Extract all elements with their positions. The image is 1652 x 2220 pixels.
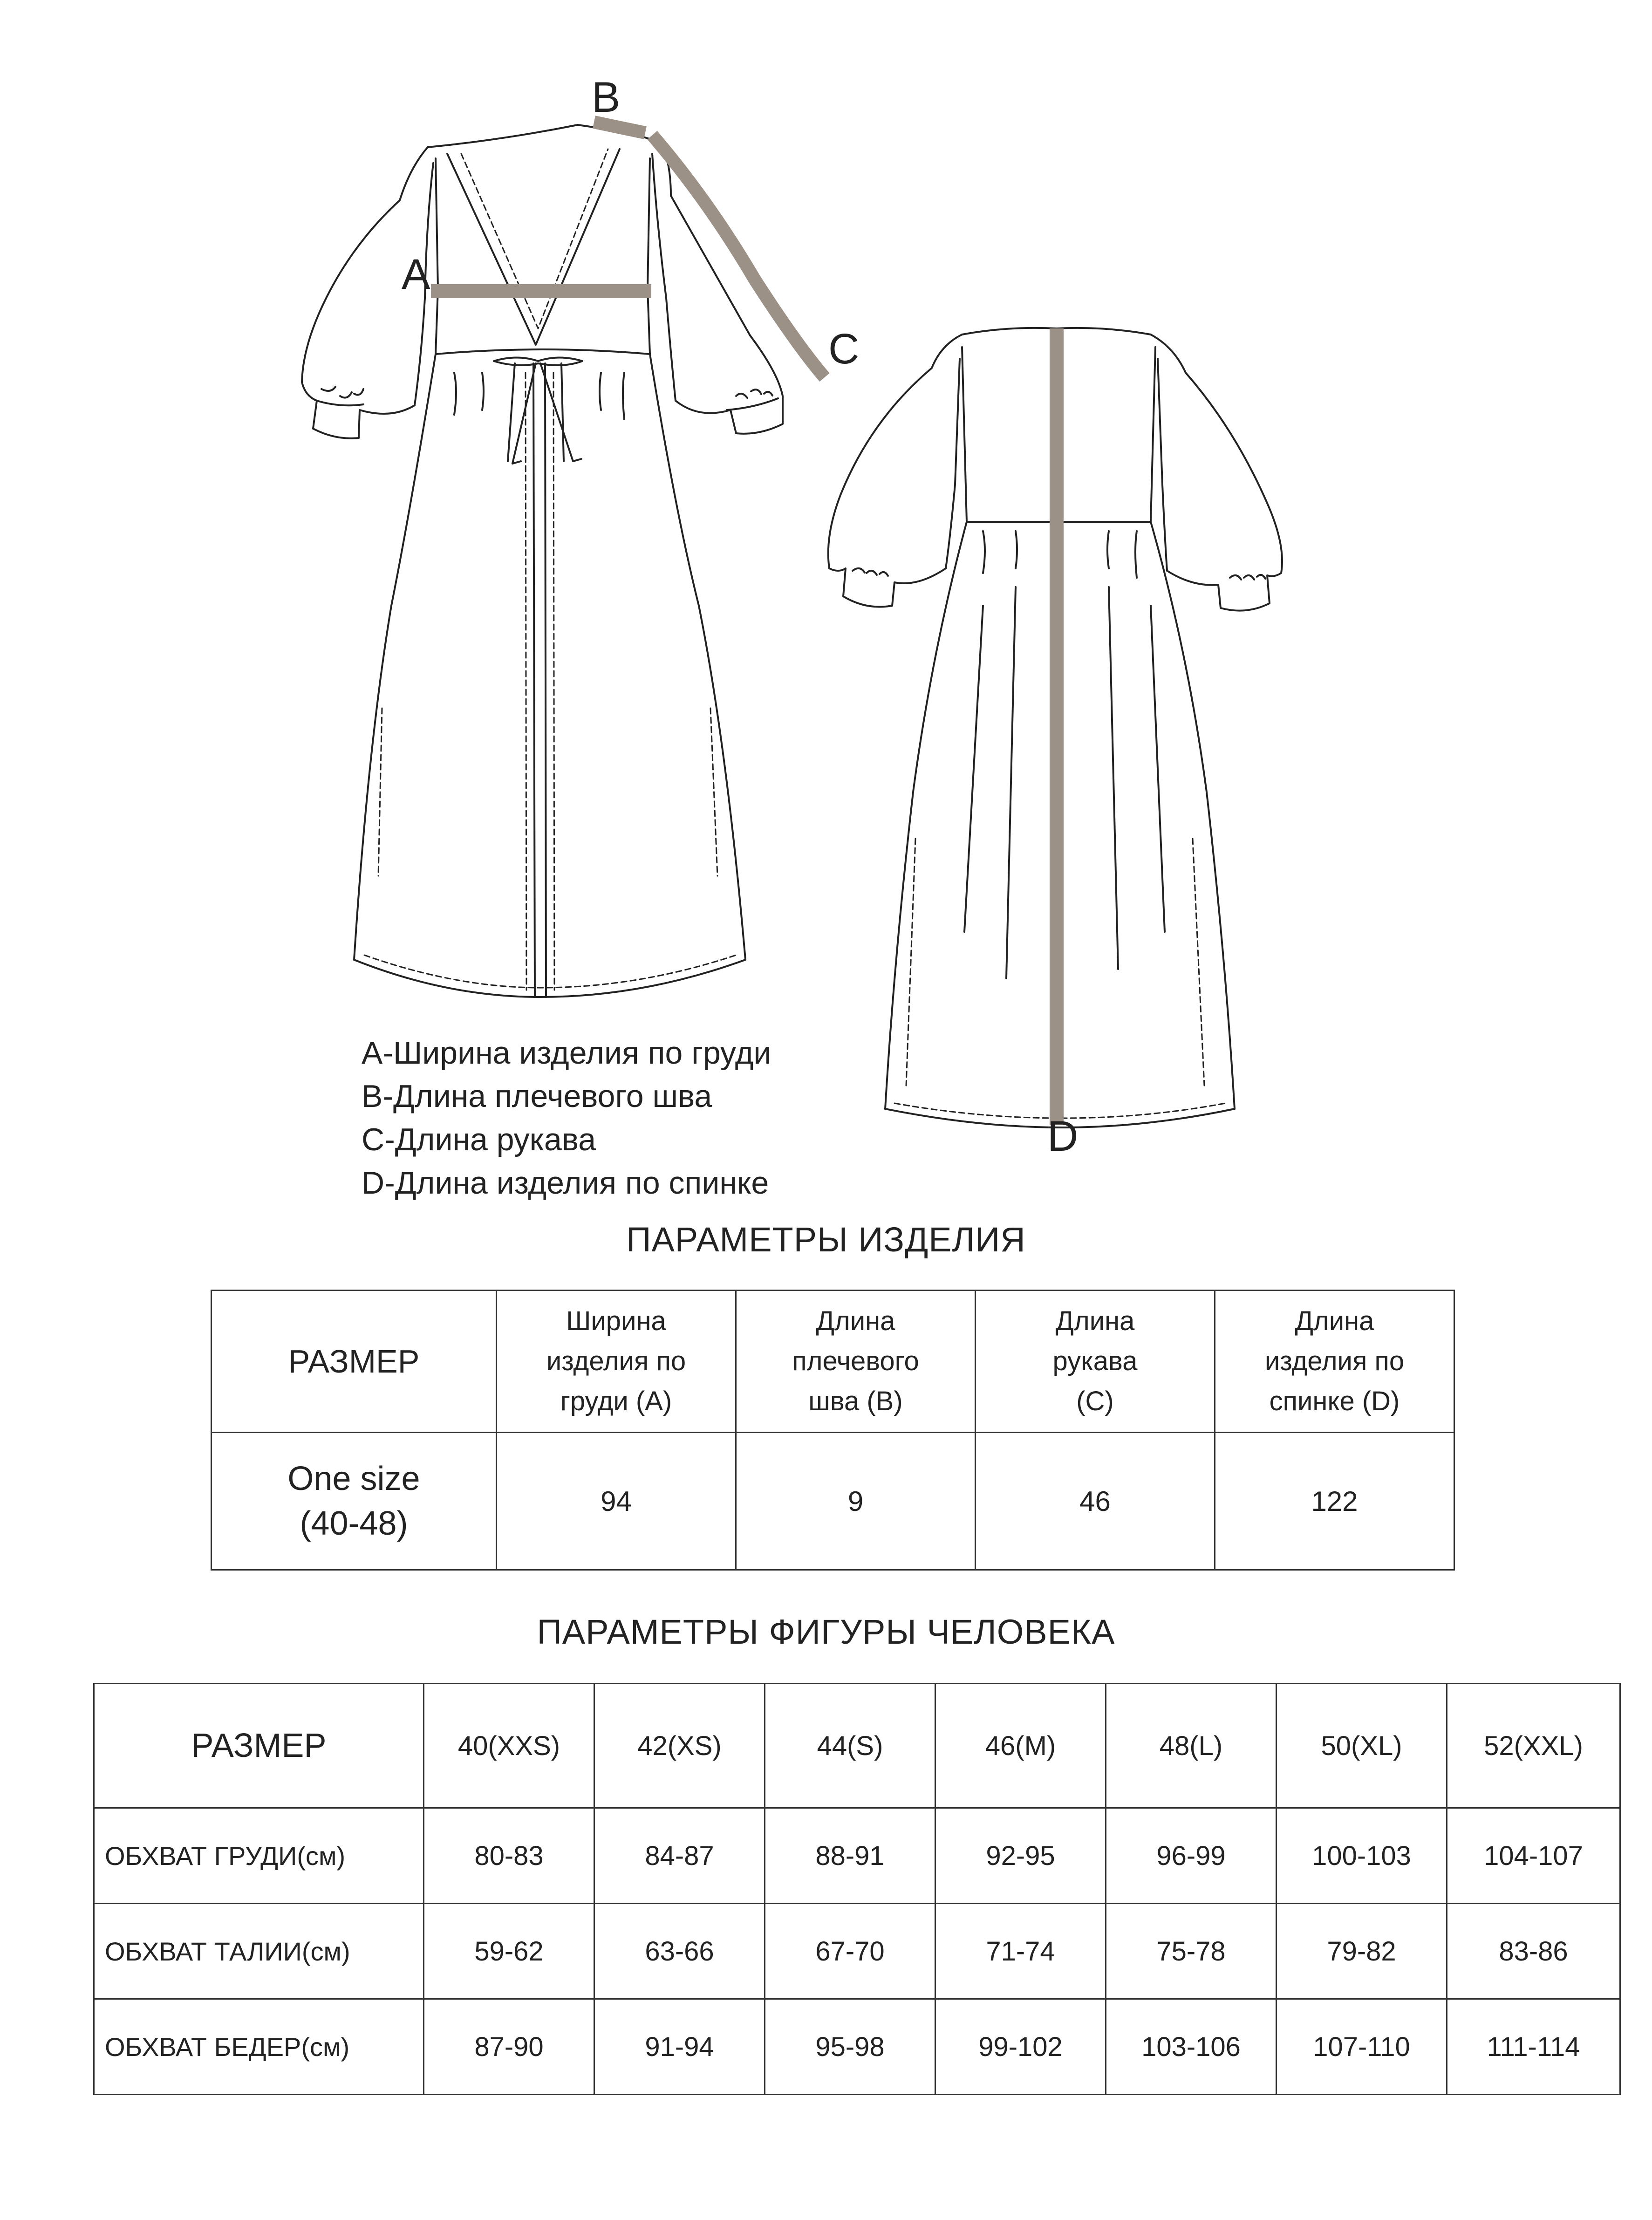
header-line: Длина xyxy=(816,1306,895,1336)
size-range: (40-48) xyxy=(300,1505,408,1542)
table-cell: 80-83 xyxy=(424,1808,594,1904)
value-shoulder-length: 9 xyxy=(736,1433,976,1570)
header-size: РАЗМЕР xyxy=(94,1684,424,1808)
row-label-chest: ОБХВАТ ГРУДИ(см) xyxy=(94,1808,424,1904)
table-cell: 111-114 xyxy=(1447,1999,1620,2095)
back-view-drawing xyxy=(828,328,1282,1127)
table-cell: 92-95 xyxy=(935,1808,1106,1904)
label-c: C xyxy=(828,325,860,373)
row-label-waist: ОБХВАТ ТАЛИИ(см) xyxy=(94,1904,424,1999)
header-line: Длина xyxy=(1295,1306,1374,1336)
table-cell: 59-62 xyxy=(424,1904,594,1999)
row-label-hips: ОБХВАТ БЕДЕР(см) xyxy=(94,1999,424,2095)
header-line: изделия по xyxy=(546,1346,686,1376)
header-back-length xyxy=(1215,1291,1454,1433)
header-line: Ширина xyxy=(566,1306,666,1336)
table-cell: 67-70 xyxy=(765,1904,935,1999)
table-cell: 107-110 xyxy=(1277,1999,1447,2095)
table-cell: 104-107 xyxy=(1447,1808,1620,1904)
header-chest-width xyxy=(497,1291,736,1433)
table-row xyxy=(212,1433,1454,1570)
table-cell: 71-74 xyxy=(935,1904,1106,1999)
body-params-title: ПАРАМЕТРЫ ФИГУРЫ ЧЕЛОВЕКА xyxy=(537,1612,1115,1651)
table-row xyxy=(94,1904,1620,1999)
header-line: рукава xyxy=(1052,1346,1138,1376)
table-cell: 99-102 xyxy=(935,1999,1106,2095)
table-header-row xyxy=(212,1291,1454,1433)
legend-item: C-Длина рукава xyxy=(362,1122,596,1157)
value-chest-width: 94 xyxy=(497,1433,736,1570)
header-size-42: 42(XS) xyxy=(594,1684,765,1808)
header-line: плечевого xyxy=(792,1346,919,1376)
label-d: D xyxy=(1047,1113,1079,1160)
legend-item: D-Длина изделия по спинке xyxy=(362,1165,769,1201)
header-size-48: 48(L) xyxy=(1106,1684,1277,1808)
legend-item: B-Длина плечевого шва xyxy=(362,1079,712,1114)
header-shoulder-length xyxy=(736,1291,976,1433)
label-b: B xyxy=(592,74,621,121)
table-cell: 95-98 xyxy=(765,1999,935,2095)
value-back-length: 122 xyxy=(1215,1433,1454,1570)
header-sleeve-length xyxy=(976,1291,1215,1433)
header-line: Длина xyxy=(1055,1306,1135,1336)
header-line: груди (A) xyxy=(560,1386,672,1416)
header-size-44: 44(S) xyxy=(765,1684,935,1808)
body-params-table xyxy=(93,1683,1621,2095)
table-cell: 63-66 xyxy=(594,1904,765,1999)
table-row xyxy=(94,1808,1620,1904)
legend-item: A-Ширина изделия по груди xyxy=(362,1035,771,1071)
header-size-52: 52(XXL) xyxy=(1447,1684,1620,1808)
header-line: шва (B) xyxy=(808,1386,903,1416)
header-size-50: 50(XL) xyxy=(1277,1684,1447,1808)
header-size-46: 46(M) xyxy=(935,1684,1106,1808)
header-line: (C) xyxy=(1076,1386,1114,1416)
measurement-legend xyxy=(362,1031,771,1205)
table-cell: 96-99 xyxy=(1106,1808,1277,1904)
table-cell: 84-87 xyxy=(594,1808,765,1904)
table-cell: 83-86 xyxy=(1447,1904,1620,1999)
table-header-row xyxy=(94,1684,1620,1808)
value-sleeve-length: 46 xyxy=(976,1433,1215,1570)
table-cell: 87-90 xyxy=(424,1999,594,2095)
size-name: One size xyxy=(287,1460,420,1497)
label-a: A xyxy=(402,251,430,298)
header-size: РАЗМЕР xyxy=(212,1291,497,1433)
front-view-drawing xyxy=(302,122,825,997)
product-params-title: ПАРАМЕТРЫ ИЗДЕЛИЯ xyxy=(626,1220,1026,1259)
table-cell: 75-78 xyxy=(1106,1904,1277,1999)
table-row xyxy=(94,1999,1620,2095)
size-cell xyxy=(212,1433,497,1570)
header-line: спинке (D) xyxy=(1269,1386,1400,1416)
header-size-40: 40(XXS) xyxy=(424,1684,594,1808)
table-cell: 91-94 xyxy=(594,1999,765,2095)
product-params-table xyxy=(211,1290,1455,1571)
table-cell: 100-103 xyxy=(1277,1808,1447,1904)
table-cell: 88-91 xyxy=(765,1808,935,1904)
table-cell: 103-106 xyxy=(1106,1999,1277,2095)
table-cell: 79-82 xyxy=(1277,1904,1447,1999)
header-line: изделия по xyxy=(1264,1346,1405,1376)
